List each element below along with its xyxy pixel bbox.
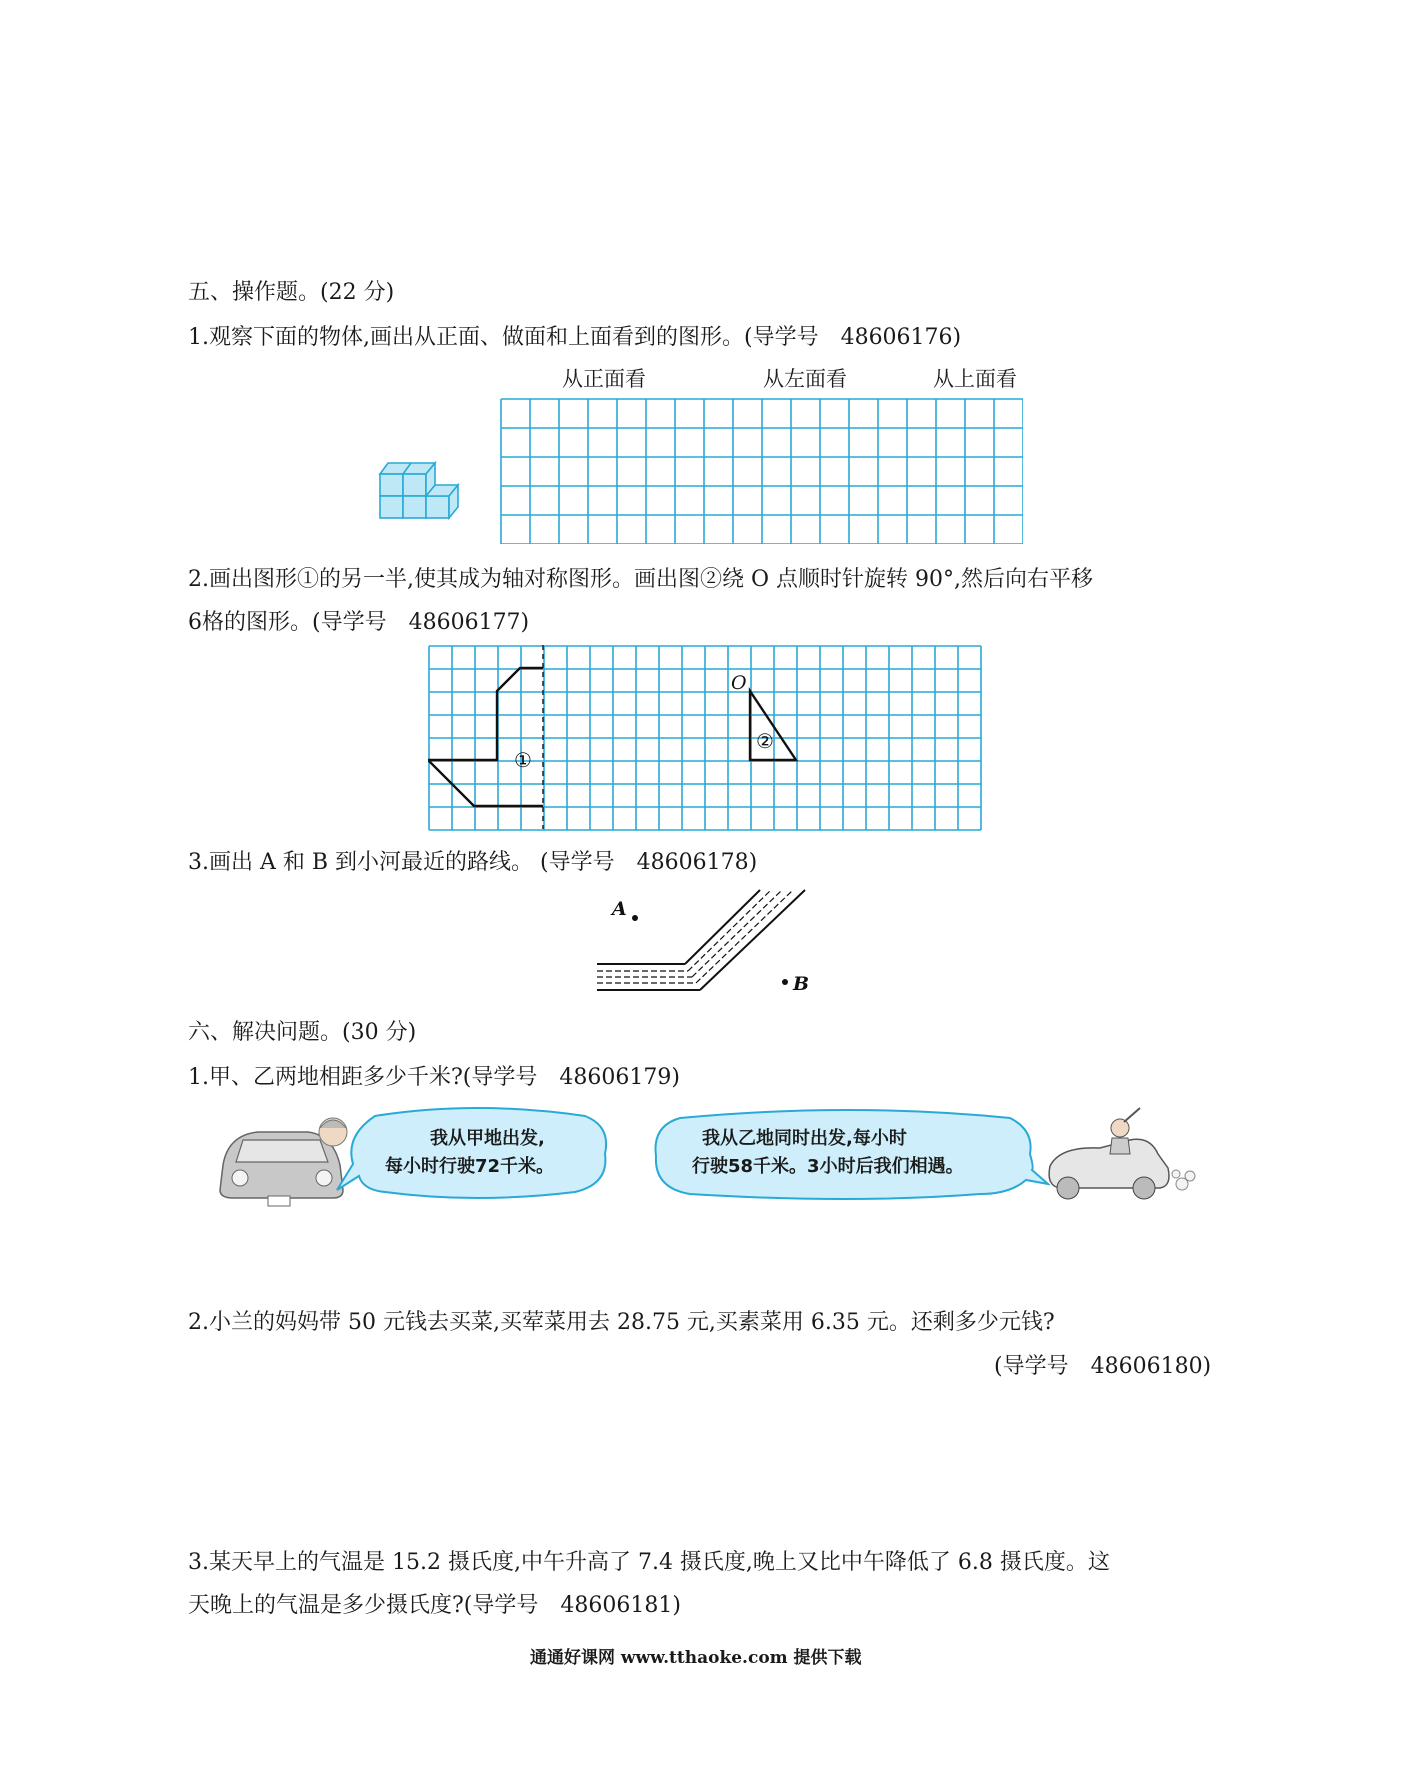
car-right-illustration	[1040, 1106, 1200, 1210]
section6-heading: 六、解决问题。(30 分)	[188, 1020, 417, 1045]
point-b-dot	[782, 979, 788, 985]
section5-heading: 五、操作题。(22 分)	[188, 280, 395, 305]
view-label-left: 从左面看	[763, 367, 847, 391]
q2-text-line1: 2.画出图形①的另一半,使其成为轴对称图形。画出图②绕 O 点顺时针旋转 90°,然后向右平移	[188, 567, 1093, 592]
q2-text-line2: 6格的图形。(导学号 48606177)	[188, 610, 530, 635]
figure-1-half	[428, 668, 543, 806]
s6-q2-text: 2.小兰的妈妈带 50 元钱去买菜,买荤菜用去 28.75 元,买素菜用 6.35 元。还剩多少元钱?	[188, 1310, 1055, 1335]
view-grid[interactable]	[500, 398, 1023, 544]
q1-text: 1.观察下面的物体,画出从正面、做面和上面看到的图形。(导学号 48606176)	[188, 325, 962, 350]
s6-q1-text: 1.甲、乙两地相距多少千米?(导学号 48606179)	[188, 1065, 680, 1090]
q3-text: 3.画出 A 和 B 到小河最近的路线。 (导学号 48606178)	[188, 850, 758, 875]
point-a-dot	[632, 915, 638, 921]
river-figure	[595, 888, 815, 998]
figure-1-marker: ①	[514, 748, 532, 772]
point-a-label: A	[612, 898, 627, 920]
s6-q2-ref: (导学号 48606180)	[994, 1354, 1212, 1379]
view-label-front: 从正面看	[562, 367, 646, 391]
bubble-left-line2: 每小时行驶72千米。	[385, 1156, 555, 1177]
symmetry-rotation-grid[interactable]	[428, 645, 984, 831]
point-o-label: O	[731, 672, 747, 694]
footer-text: 通通好课网 www.tthaoke.com 提供下载	[530, 1648, 862, 1668]
view-label-top: 从上面看	[933, 367, 1017, 391]
bubble-left-line1: 我从甲地出发,	[430, 1128, 545, 1149]
point-b-label: B	[793, 973, 810, 995]
bubble-right-line1: 我从乙地同时出发,每小时	[702, 1128, 907, 1149]
s6-q3-line2: 天晚上的气温是多少摄氏度?(导学号 48606181)	[188, 1593, 681, 1618]
bubble-right-line2: 行驶58千米。3小时后我们相遇。	[692, 1156, 964, 1177]
cube-object-figure	[378, 456, 468, 526]
figure-2-marker: ②	[756, 729, 774, 753]
s6-q3-line1: 3.某天早上的气温是 15.2 摄氏度,中午升高了 7.4 摄氏度,晚上又比中午降低了 6.8 摄氏度。这	[188, 1550, 1110, 1575]
